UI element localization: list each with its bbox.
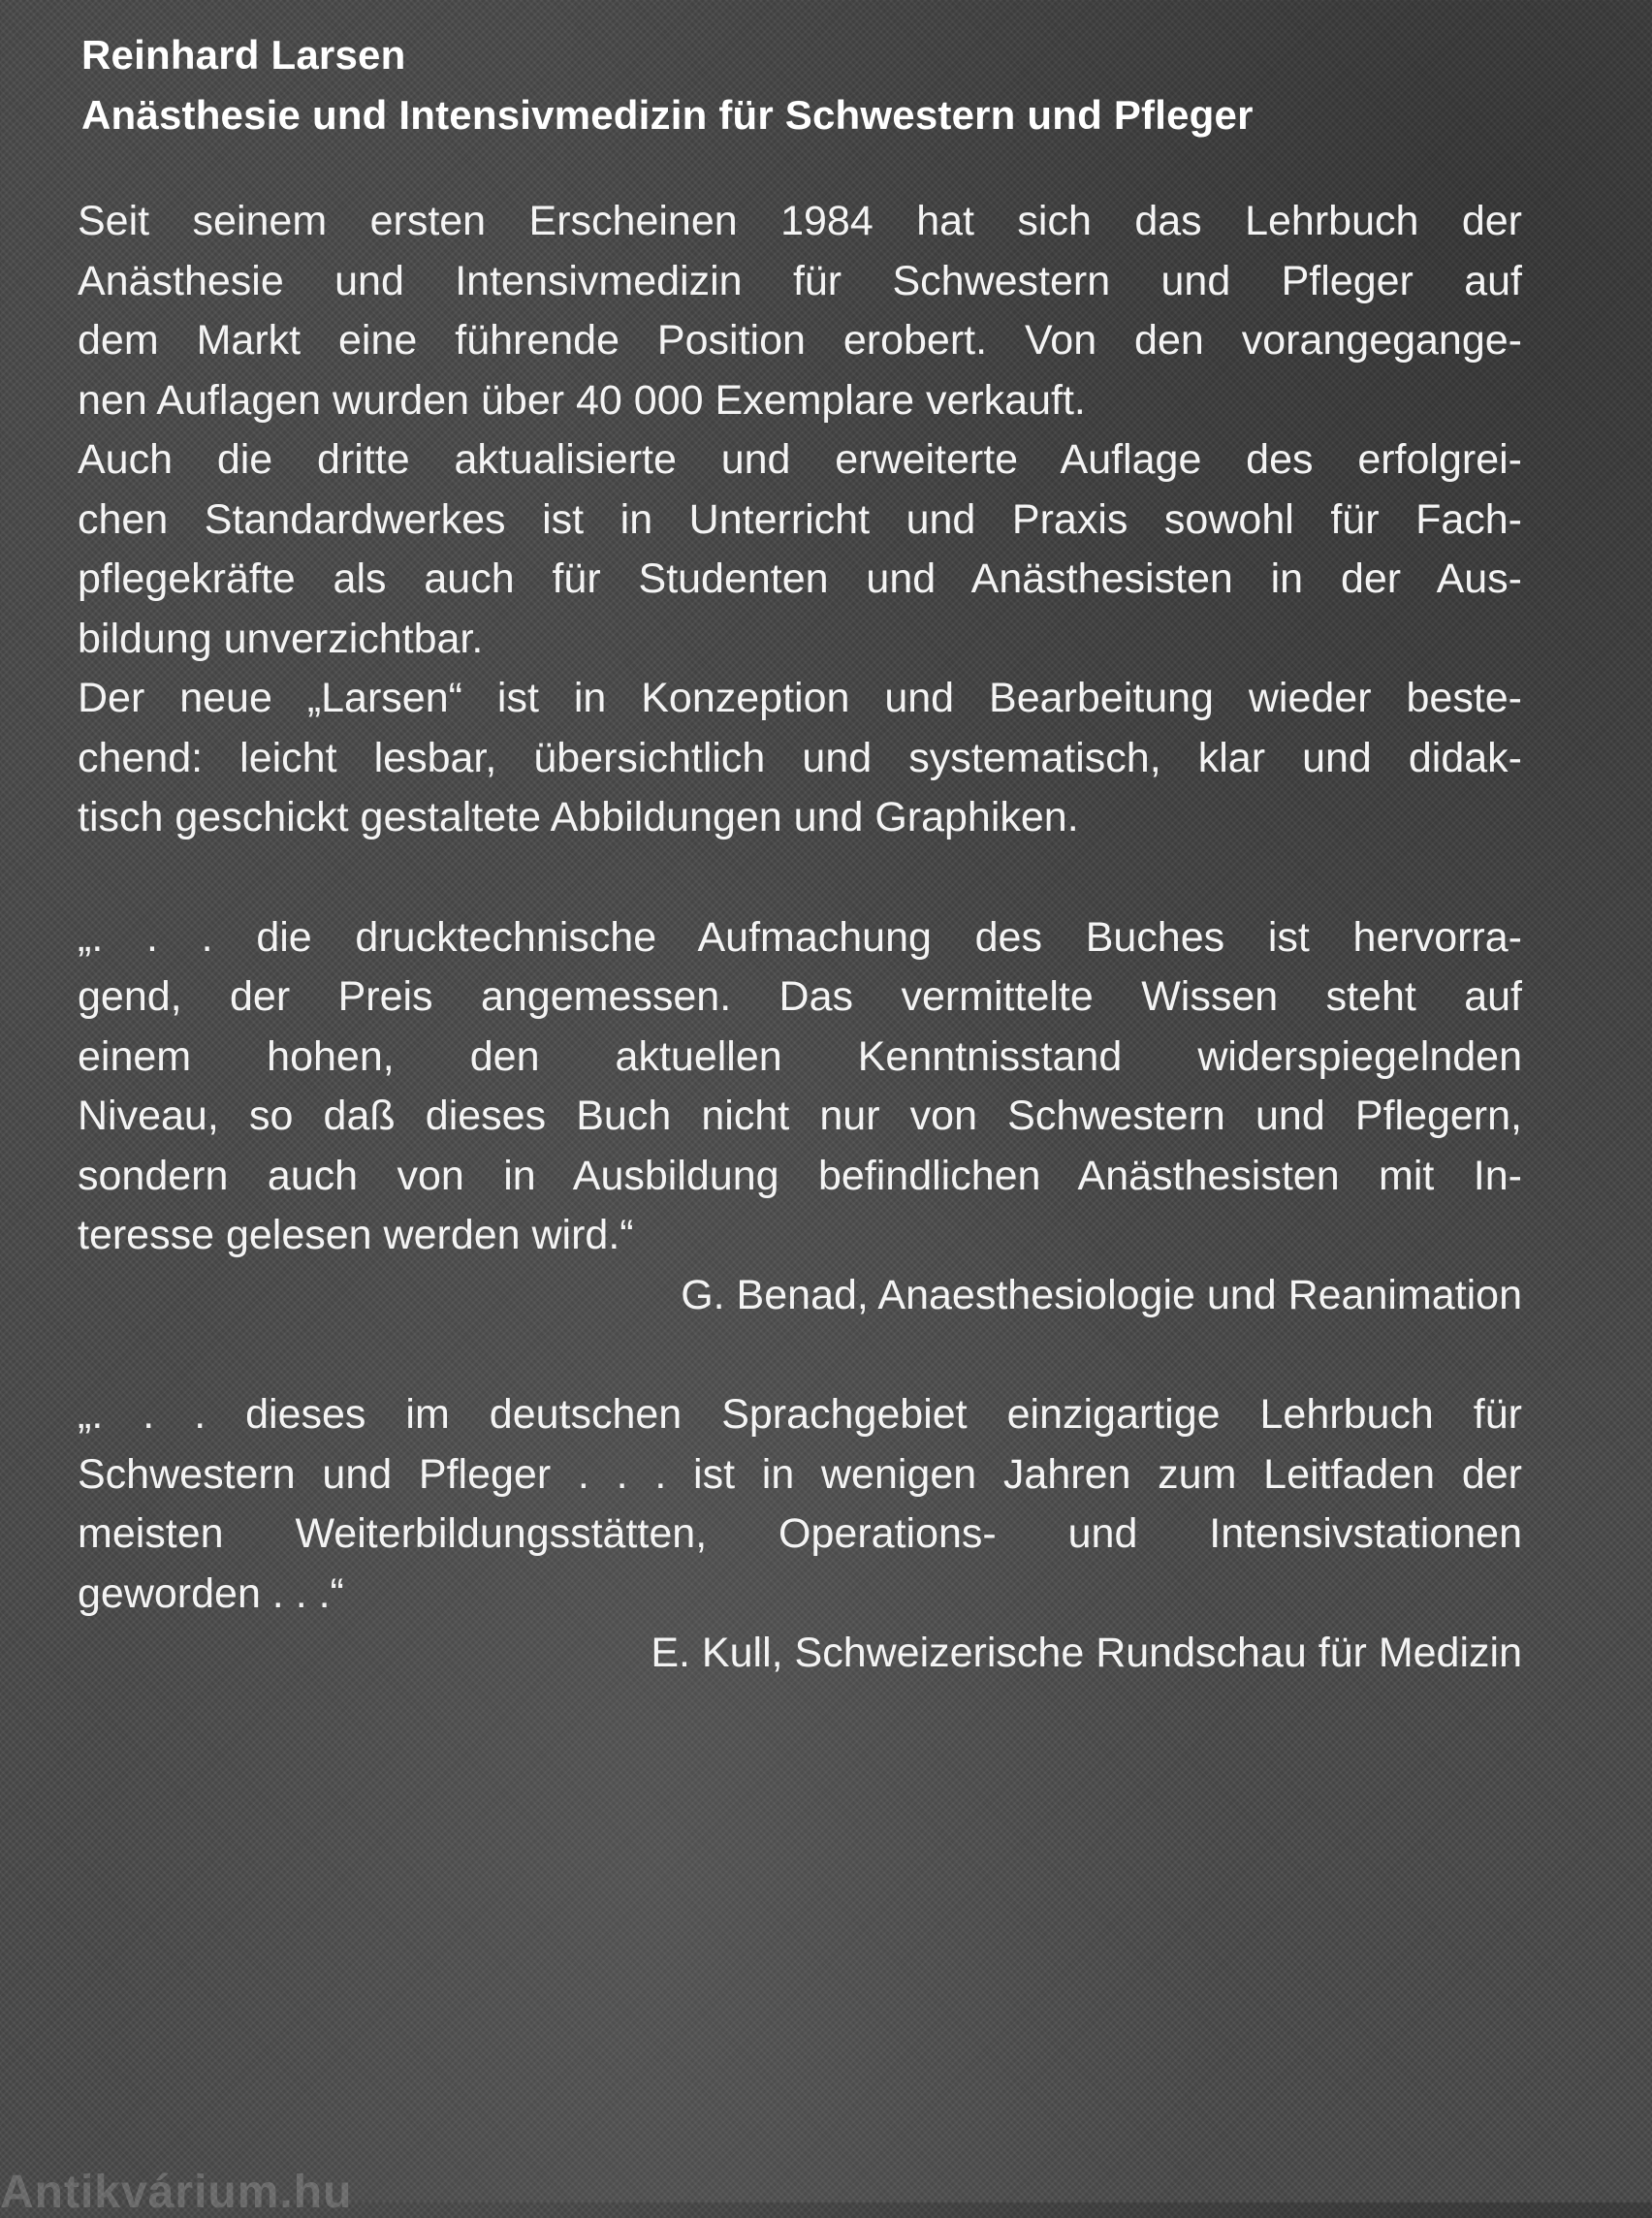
book-title: Anästhesie und Intensivmedizin für Schwestern und Pfleger: [81, 92, 1254, 138]
review-attribution-1: G. Benad, Anaesthesiologie und Reanimation: [681, 1271, 1522, 1318]
text-line: „. . . dieses im deutschen Sprachgebiet einzigartige Lehrbuch für: [78, 1391, 1522, 1438]
text-line: Auch die dritte aktualisierte und erweiterte Auflage des erfolgrei-: [78, 436, 1522, 483]
paragraph-gap: [78, 848, 1522, 908]
review-quote-2-text: [78, 1385, 1522, 1624]
cover-header: [81, 25, 1536, 145]
text-line: gend, der Preis angemessen. Das vermittelte Wissen steht auf: [78, 973, 1522, 1020]
text-line: „. . . die drucktechnische Aufmachung des Buches ist hervorra-: [78, 913, 1522, 961]
text-line: chend: leicht lesbar, übersichtlich und systematisch, klar und didak-: [78, 734, 1522, 781]
text-line: Der neue „Larsen“ ist in Konzeption und Bearbeitung wieder beste-: [78, 675, 1522, 721]
text-line: dem Markt eine führende Position erobert. Von den vorangegange-: [78, 317, 1522, 364]
text-line: Schwestern und Pfleger . . . ist in wenigen Jahren zum Leitfaden der: [78, 1450, 1522, 1498]
text-line: Seit seinem ersten Erscheinen 1984 hat sich das Lehrbuch der: [78, 198, 1522, 244]
review-attribution-2: E. Kull, Schweizerische Rundschau für Medizin: [651, 1630, 1522, 1676]
text-line: teresse gelesen werden wird.“: [78, 1212, 634, 1258]
text-line: nen Auflagen wurden über 40 000 Exemplare verkauft.: [78, 376, 1086, 424]
text-line: geworden . . .“: [78, 1569, 344, 1617]
blurb-text: [78, 192, 1522, 1684]
review-quote-1-text: [78, 908, 1522, 1266]
paragraph-gap: [78, 1325, 1522, 1385]
intro-paragraph-2: [78, 430, 1522, 669]
text-line: meisten Weiterbildungsstätten, Operations- und Intensivstationen: [78, 1510, 1522, 1557]
text-line: tisch geschickt gestaltete Abbildungen und Graphiken.: [78, 794, 1079, 840]
text-line: sondern auch von in Ausbildung befindlichen Anästhesisten mit In-: [78, 1152, 1522, 1199]
text-line: bildung unverzichtbar.: [78, 615, 484, 662]
review-quote-1: [78, 908, 1522, 1326]
text-line: Anästhesie und Intensivmedizin für Schwestern und Pfleger auf: [78, 257, 1522, 304]
review-quote-2: [78, 1385, 1522, 1684]
text-line: Niveau, so daß dieses Buch nicht nur von Schwestern und Pflegern,: [78, 1093, 1522, 1139]
author-name: Reinhard Larsen: [81, 32, 406, 78]
text-line: einem hohen, den aktuellen Kenntnisstand widerspiegelnden: [78, 1032, 1522, 1080]
text-line: chen Standardwerkes ist in Unterricht und Praxis sowohl für Fach-: [78, 495, 1522, 543]
text-line: pflegekräfte als auch für Studenten und Anästhesisten in der Aus-: [78, 555, 1522, 602]
intro-paragraph-1: [78, 192, 1522, 430]
intro-paragraph-3: [78, 669, 1522, 848]
watermark-text: Antikvárium.hu: [0, 2167, 353, 2218]
